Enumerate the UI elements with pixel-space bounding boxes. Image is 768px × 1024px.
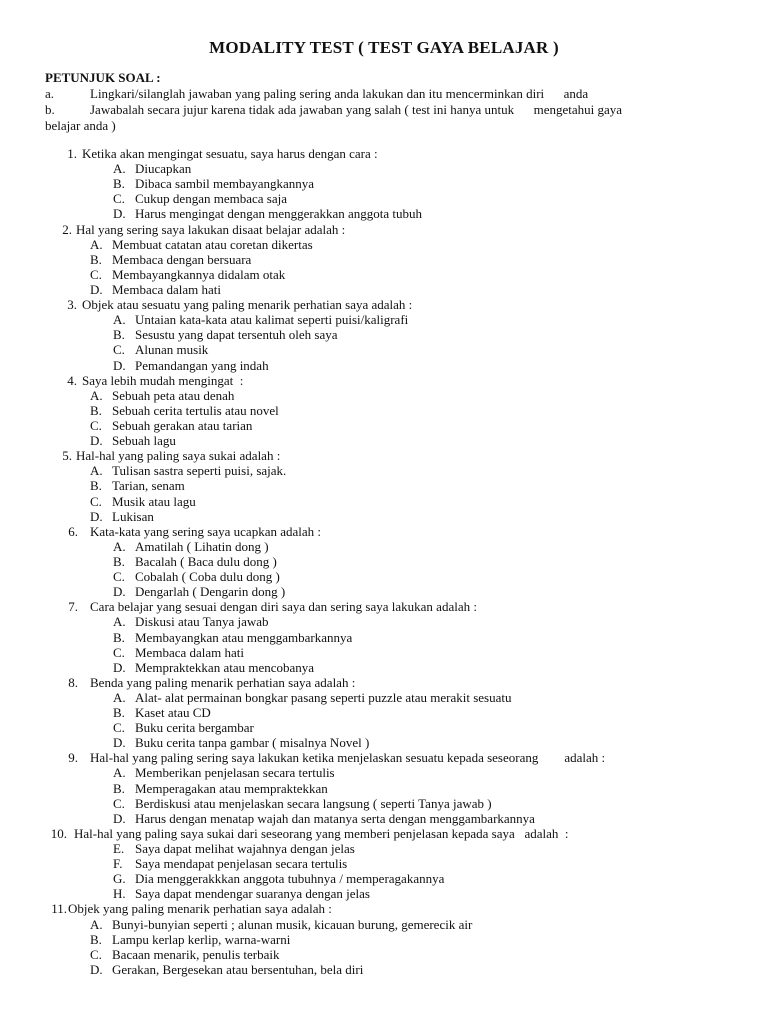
answer-option[interactable] xyxy=(0,191,768,206)
answer-option[interactable] xyxy=(0,237,768,252)
answer-option[interactable] xyxy=(0,403,768,418)
option-text: Alunan musik xyxy=(135,342,209,358)
option-letter: C. xyxy=(113,795,125,811)
option-text: Sesustu yang dapat tersentuh oleh saya xyxy=(135,327,338,343)
answer-option[interactable] xyxy=(0,358,768,373)
option-letter: B. xyxy=(113,705,125,721)
answer-option[interactable] xyxy=(0,932,768,947)
option-letter: D. xyxy=(113,810,126,826)
option-text: Dibaca sambil membayangkannya xyxy=(135,176,315,192)
answer-option[interactable] xyxy=(0,388,768,403)
answer-option[interactable] xyxy=(0,660,768,675)
instruction-item xyxy=(45,102,713,118)
option-text: Musik atau lagu xyxy=(112,493,196,509)
option-text: Gerakan, Bergesekan atau bersentuhan, bela diri xyxy=(112,961,364,977)
option-text: Membuat catatan atau coretan dikertas xyxy=(112,236,313,252)
option-letter: D. xyxy=(113,357,126,373)
answer-option[interactable] xyxy=(0,796,768,811)
option-letter: D. xyxy=(113,735,126,751)
option-letter: C. xyxy=(113,191,125,207)
answer-option[interactable] xyxy=(0,433,768,448)
option-text: Memberikan penjelasan secara tertulis xyxy=(135,765,335,781)
option-letter: A. xyxy=(113,161,126,177)
option-letter: C. xyxy=(113,720,125,736)
answer-option[interactable] xyxy=(0,765,768,780)
option-text: Memperagakan atau mempraktekkan xyxy=(135,780,328,796)
option-text: Amatilah ( Lihatin dong ) xyxy=(135,538,269,554)
option-text: Sebuah cerita tertulis atau novel xyxy=(112,402,279,418)
option-letter: A. xyxy=(113,312,126,328)
question-text: Benda yang paling menarik perhatian saya adalah : xyxy=(90,674,356,690)
option-text: Sebuah lagu xyxy=(112,433,176,449)
option-letter: B. xyxy=(113,176,125,192)
option-text: Cobalah ( Coba dulu dong ) xyxy=(135,569,280,585)
option-text: Kaset atau CD xyxy=(135,705,211,721)
option-text: Buku cerita tanpa gambar ( misalnya Novel ) xyxy=(135,735,370,751)
instruction-item xyxy=(45,86,713,102)
answer-option[interactable] xyxy=(0,705,768,720)
option-text: Tarian, senam xyxy=(112,478,185,494)
answer-option[interactable] xyxy=(0,917,768,932)
option-letter: D. xyxy=(90,508,103,524)
option-letter: C. xyxy=(113,569,125,585)
option-text: Alat- alat permainan bongkar pasang seperti puzzle atau merakit sesuatu xyxy=(135,689,512,705)
answer-option[interactable] xyxy=(0,539,768,554)
answer-option[interactable] xyxy=(0,282,768,297)
answer-option[interactable] xyxy=(0,781,768,796)
answer-option[interactable] xyxy=(0,645,768,660)
question-text: Hal-hal yang paling saya sukai adalah : xyxy=(76,448,281,464)
option-text: Saya dapat melihat wajahnya dengan jelas xyxy=(135,841,355,857)
answer-option[interactable] xyxy=(0,614,768,629)
question-number: 9. xyxy=(68,750,78,766)
option-text: Mempraktekkan atau mencobanya xyxy=(135,659,315,675)
option-letter: D. xyxy=(113,584,126,600)
question xyxy=(0,146,768,161)
option-letter: C. xyxy=(90,417,102,433)
option-text: Membayangkan atau menggambarkannya xyxy=(135,629,353,645)
answer-option[interactable] xyxy=(0,509,768,524)
option-text: Untaian kata-kata atau kalimat seperti puisi/kaligrafi xyxy=(135,312,409,328)
answer-option[interactable] xyxy=(0,342,768,357)
option-text: Dengarlah ( Dengarin dong ) xyxy=(135,584,286,600)
option-letter: G. xyxy=(113,871,126,887)
question xyxy=(0,448,768,463)
option-letter: B. xyxy=(113,553,125,569)
question-number: 7. xyxy=(68,599,78,615)
option-text: Dia menggerakkkan anggota tubuhnya / memperagakannya xyxy=(135,871,445,887)
option-text: Harus mengingat dengan menggerakkan anggota tubuh xyxy=(135,206,422,222)
option-letter: B. xyxy=(90,251,102,267)
answer-option[interactable] xyxy=(0,720,768,735)
question xyxy=(0,901,768,916)
instruction-text: Jawabalah secara jujur karena tidak ada jawaban yang salah ( test ini hanya untuk mengetahui gaya xyxy=(90,102,623,117)
option-text: Membaca dalam hati xyxy=(112,281,222,297)
answer-option[interactable] xyxy=(0,871,768,886)
question xyxy=(0,222,768,237)
question xyxy=(0,297,768,312)
option-letter: A. xyxy=(90,236,103,252)
option-text: Harus dengan menatap wajah dan matanya serta dengan menggambarkannya xyxy=(135,810,535,826)
option-text: Sebuah peta atau denah xyxy=(112,387,235,403)
option-text: Berdiskusi atau menjelaskan secara langsung ( seperti Tanya jawab ) xyxy=(135,795,492,811)
answer-option[interactable] xyxy=(0,584,768,599)
option-letter: B. xyxy=(90,478,102,494)
question-text: Objek yang paling menarik perhatian saya adalah : xyxy=(68,901,332,917)
option-letter: D. xyxy=(113,206,126,222)
option-text: Membayangkannya didalam otak xyxy=(112,266,286,282)
instruction-text: Lingkari/silanglah jawaban yang paling sering anda lakukan dan itu mencerminkan diri anda xyxy=(90,86,589,101)
question-list xyxy=(0,146,768,977)
question-text: Ketika akan mengingat sesuatu, saya harus dengan cara : xyxy=(82,146,378,161)
question xyxy=(0,750,768,765)
option-letter: F. xyxy=(113,856,123,872)
answer-option[interactable] xyxy=(0,630,768,645)
instruction-label: a. xyxy=(45,86,55,101)
option-text: Bacalah ( Baca dulu dong ) xyxy=(135,553,277,569)
answer-option[interactable] xyxy=(0,327,768,342)
answer-option[interactable] xyxy=(0,947,768,962)
option-letter: C. xyxy=(90,266,102,282)
question-number: 4. xyxy=(67,372,77,388)
option-letter: D. xyxy=(90,281,103,297)
page-title: MODALITY TEST ( TEST GAYA BELAJAR ) xyxy=(209,38,559,57)
question xyxy=(0,599,768,614)
option-letter: B. xyxy=(90,931,102,947)
answer-option[interactable] xyxy=(0,463,768,478)
question-text: Cara belajar yang sesuai dengan diri saya dan sering saya lakukan adalah : xyxy=(90,599,477,615)
option-text: Buku cerita bergambar xyxy=(135,720,254,736)
answer-option[interactable] xyxy=(0,811,768,826)
option-letter: D. xyxy=(90,433,103,449)
answer-option[interactable] xyxy=(0,312,768,327)
answer-option[interactable] xyxy=(0,962,768,977)
question-number: 5. xyxy=(62,448,72,464)
answer-option[interactable] xyxy=(0,690,768,705)
option-text: Lampu kerlap kerlip, warna-warni xyxy=(112,931,291,947)
option-letter: A. xyxy=(113,538,126,554)
instruction-label: b. xyxy=(45,102,55,117)
question-text: Hal-hal yang paling sering saya lakukan ketika menjelaskan sesuatu kepada seseorang adalah : xyxy=(90,750,606,766)
option-letter: D. xyxy=(113,659,126,675)
answer-option[interactable] xyxy=(0,252,768,267)
answer-option[interactable] xyxy=(0,418,768,433)
question xyxy=(0,373,768,388)
question xyxy=(0,524,768,539)
option-letter: C. xyxy=(90,493,102,509)
option-letter: A. xyxy=(113,765,126,781)
answer-option[interactable] xyxy=(0,841,768,856)
answer-option[interactable] xyxy=(0,206,768,221)
answer-option[interactable] xyxy=(0,478,768,493)
option-letter: E. xyxy=(113,841,125,857)
option-text: Bunyi-bunyian seperti ; alunan musik, kicauan burung, gemerecik air xyxy=(112,916,473,932)
option-text: Diskusi atau Tanya jawab xyxy=(135,614,269,630)
question xyxy=(0,826,768,841)
question-number: 3. xyxy=(67,297,77,313)
option-letter: A. xyxy=(113,614,126,630)
option-letter: B. xyxy=(90,402,102,418)
question-number: 11. xyxy=(51,901,67,917)
question-number: 6. xyxy=(68,523,78,539)
question-text: Saya lebih mudah mengingat : xyxy=(82,372,244,388)
option-letter: A. xyxy=(90,387,103,403)
answer-option[interactable] xyxy=(0,494,768,509)
option-letter: A. xyxy=(90,916,103,932)
option-text: Membaca dalam hati xyxy=(135,644,245,660)
option-letter: B. xyxy=(113,327,125,343)
option-letter: C. xyxy=(113,342,125,358)
option-text: Lukisan xyxy=(112,508,154,524)
option-letter: B. xyxy=(113,780,125,796)
question xyxy=(0,675,768,690)
option-letter: A. xyxy=(90,463,103,479)
answer-option[interactable] xyxy=(0,267,768,282)
answer-option[interactable] xyxy=(0,161,768,176)
question-number: 10. xyxy=(50,825,67,841)
option-letter: D. xyxy=(90,961,103,977)
answer-option[interactable] xyxy=(0,856,768,871)
option-text: Diucapkan xyxy=(135,161,192,177)
option-text: Saya dapat mendengar suaranya dengan jelas xyxy=(135,886,370,902)
option-letter: H. xyxy=(113,886,126,902)
question-number: 8. xyxy=(68,674,78,690)
answer-option[interactable] xyxy=(0,569,768,584)
answer-option[interactable] xyxy=(0,735,768,750)
question-number: 1. xyxy=(67,146,77,161)
question-text: Objek atau sesuatu yang paling menarik perhatian saya adalah : xyxy=(82,297,413,313)
option-text: Membaca dengan bersuara xyxy=(112,251,252,267)
answer-option[interactable] xyxy=(0,554,768,569)
option-letter: C. xyxy=(90,946,102,962)
option-text: Tulisan sastra seperti puisi, sajak. xyxy=(112,463,287,479)
answer-option[interactable] xyxy=(0,176,768,191)
option-letter: A. xyxy=(113,689,126,705)
question-number: 2. xyxy=(62,221,72,237)
instructions-heading: PETUNJUK SOAL : xyxy=(45,70,161,85)
option-text: Cukup dengan membaca saja xyxy=(135,191,287,207)
instructions xyxy=(45,70,713,134)
option-text: Bacaan menarik, penulis terbaik xyxy=(112,946,280,962)
option-text: Pemandangan yang indah xyxy=(135,357,269,373)
question-text: Hal yang sering saya lakukan disaat belajar adalah : xyxy=(76,221,346,237)
option-text: Sebuah gerakan atau tarian xyxy=(112,417,253,433)
instruction-continuation: belajar anda ) xyxy=(45,118,116,133)
question-text: Kata-kata yang sering saya ucapkan adalah : xyxy=(90,523,322,539)
option-letter: C. xyxy=(113,644,125,660)
question-text: Hal-hal yang paling saya sukai dari seseorang yang memberi penjelasan kepada saya adalah : xyxy=(74,825,569,841)
option-text: Saya mendapat penjelasan secara tertulis xyxy=(135,856,348,872)
option-letter: B. xyxy=(113,629,125,645)
answer-option[interactable] xyxy=(0,886,768,901)
